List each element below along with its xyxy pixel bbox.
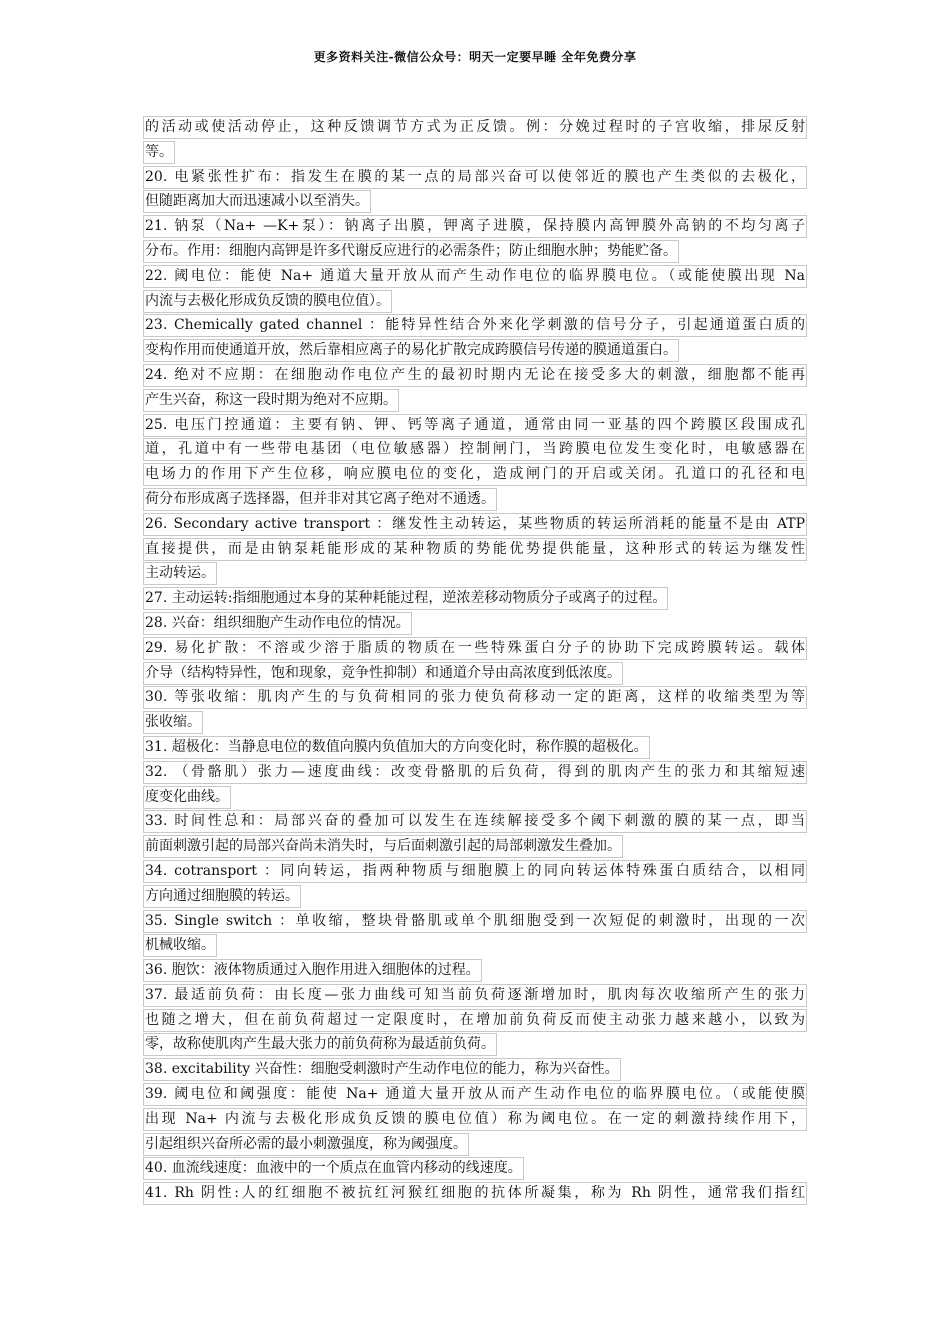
text-line — [143, 1083, 807, 1108]
text-line — [143, 860, 807, 885]
text-line-content: 41. Rh 阴性:人的红细胞不被抗红河猴红细胞的抗体所凝集，称为 Rh 阴性，通常我们指红 — [143, 1182, 807, 1205]
text-line — [143, 389, 807, 414]
text-line — [143, 438, 807, 463]
text-line — [143, 1009, 807, 1034]
text-line — [143, 265, 807, 290]
text-line — [143, 1108, 807, 1133]
text-line — [143, 662, 807, 687]
text-line-content: 道，孔道中有一些带电基团（电位敏感器）控制闸门，当跨膜电位发生变化时，电敏感器在 — [143, 438, 807, 461]
text-line — [143, 116, 807, 141]
text-line-content: 机械收缩。 — [143, 934, 217, 957]
text-line — [143, 463, 807, 488]
text-line — [143, 290, 807, 315]
text-line — [143, 786, 807, 811]
text-line-content: 变构作用而使通道开放，然后靠相应离子的易化扩散完成跨膜信号传递的膜通道蛋白。 — [143, 339, 679, 362]
text-line-content: 27. 主动运转:指细胞通过本身的某种耗能过程，逆浓差移动物质分子或离子的过程。 — [143, 587, 668, 610]
text-line-content: 引起组织兴奋所必需的最小刺激强度，称为阈强度。 — [143, 1133, 469, 1156]
text-line — [143, 1058, 807, 1083]
text-line — [143, 488, 807, 513]
text-line — [143, 959, 807, 984]
text-line — [143, 538, 807, 563]
text-line — [143, 166, 807, 191]
text-line — [143, 364, 807, 389]
text-line — [143, 513, 807, 538]
text-line-content: 32. （骨骼肌）张力—速度曲线：改变骨骼肌的后负荷，得到的肌肉产生的张力和其缩短速 — [143, 761, 807, 784]
text-line-content: 23. Chemically gated channel ：能特异性结合外来化学刺激的信号分子，引起通道蛋白质的 — [143, 314, 807, 337]
text-line — [143, 1133, 807, 1158]
text-line-content: 38. excitability 兴奋性：细胞受刺激时产生动作电位的能力，称为兴奋性。 — [143, 1058, 621, 1081]
text-line-content: 也随之增大，但在前负荷超过一定限度时，在增加前负荷反而使主动张力越来越小，以致为 — [143, 1009, 807, 1032]
text-line — [143, 910, 807, 935]
text-line-content: 方向通过细胞膜的转运。 — [143, 885, 301, 908]
text-line — [143, 240, 807, 265]
text-line — [143, 1157, 807, 1182]
text-line — [143, 141, 807, 166]
text-line-content: 张收缩。 — [143, 711, 203, 734]
text-line — [143, 562, 807, 587]
document-body — [143, 116, 807, 1207]
text-line-content: 等。 — [143, 141, 175, 164]
text-line — [143, 587, 807, 612]
text-line — [143, 736, 807, 761]
text-line-content: 直接提供，而是由钠泵耗能形成的某种物质的势能优势提供能量，这种形式的转运为继发性 — [143, 538, 807, 561]
text-line-content: 21. 钠泵（Na+ —K+泵）：钠离子出膜，钾离子进膜，保持膜内高钾膜外高钠的不均匀离子 — [143, 215, 807, 238]
text-line-content: 34. cotransport ：同向转运，指两种物质与细胞膜上的同向转运体特殊蛋白质结合，以相同 — [143, 860, 807, 883]
text-line-content: 荷分布形成离子选择器，但并非对其它离子绝对不通透。 — [143, 488, 497, 511]
text-line-content: 但随距离加大而迅速减小以至消失。 — [143, 190, 371, 213]
text-line-content: 主动转运。 — [143, 562, 217, 585]
text-line — [143, 835, 807, 860]
text-line — [143, 984, 807, 1009]
text-line — [143, 314, 807, 339]
text-line-content: 28. 兴奋：组织细胞产生动作电位的情况。 — [143, 612, 412, 635]
text-line — [143, 637, 807, 662]
text-line-content: 33. 时间性总和：局部兴奋的叠加可以发生在连续解接受多个阈下刺激的膜的某一点，即当 — [143, 810, 807, 833]
page-header: 更多资料关注-微信公众号：明天一定要早睡 全年免费分享 — [313, 50, 637, 64]
text-line — [143, 934, 807, 959]
text-line-content: 29. 易化扩散：不溶或少溶于脂质的物质在一些特殊蛋白分子的协助下完成跨膜转运。载体 — [143, 637, 807, 660]
text-line — [143, 885, 807, 910]
text-line — [143, 339, 807, 364]
text-line — [143, 761, 807, 786]
text-line-content: 25. 电压门控通道：主要有钠、钾、钙等离子通道，通常由同一亚基的四个跨膜区段围成孔 — [143, 414, 807, 437]
text-line — [143, 414, 807, 439]
text-line-content: 零，故称使肌肉产生最大张力的前负荷称为最适前负荷。 — [143, 1033, 497, 1056]
text-line-content: 的活动或使活动停止，这种反馈调节方式为正反馈。例：分娩过程时的子宫收缩，排尿反射 — [143, 116, 807, 139]
text-line-content: 电场力的作用下产生位移，响应膜电位的变化，造成闸门的开启或关闭。孔道口的孔径和电 — [143, 463, 807, 486]
text-line-content: 40. 血流线速度：血液中的一个质点在血管内移动的线速度。 — [143, 1157, 524, 1180]
text-line-content: 30. 等张收缩：肌肉产生的与负荷相同的张力使负荷移动一定的距离，这样的收缩类型为等 — [143, 686, 807, 709]
text-line-content: 分布。作用：细胞内高钾是许多代谢反应进行的必需条件；防止细胞水肿；势能贮备。 — [143, 240, 679, 263]
text-line — [143, 612, 807, 637]
text-line-content: 37. 最适前负荷：由长度—张力曲线可知当前负荷逐渐增加时，肌肉每次收缩所产生的张力 — [143, 984, 807, 1007]
text-line — [143, 1182, 807, 1207]
text-line-content: 26. Secondary active transport ：继发性主动转运，某些物质的转运所消耗的能量不是由 ATP — [143, 513, 807, 536]
text-line — [143, 810, 807, 835]
text-line-content: 产生兴奋，称这一段时期为绝对不应期。 — [143, 389, 399, 412]
text-line-content: 前面刺激引起的局部兴奋尚未消失时，与后面刺激引起的局部刺激发生叠加。 — [143, 835, 623, 858]
text-line-content: 介导（结构特异性，饱和现象，竞争性抑制）和通道介导由高浓度到低浓度。 — [143, 662, 623, 685]
text-line — [143, 215, 807, 240]
text-line-content: 内流与去极化形成负反馈的膜电位值）。 — [143, 290, 392, 313]
text-line-content: 出现 Na+ 内流与去极化形成负反馈的膜电位值）称为阈电位。在一定的刺激持续作用下， — [143, 1108, 807, 1131]
text-line-content: 35. Single switch ：单收缩，整块骨骼肌或单个肌细胞受到一次短促的刺激时，出现的一次 — [143, 910, 807, 933]
text-line-content: 22. 阈电位：能使 Na+ 通道大量开放从而产生动作电位的临界膜电位。（或能使膜出现 Na — [143, 265, 807, 288]
text-line-content: 度变化曲线。 — [143, 786, 231, 809]
text-line — [143, 1033, 807, 1058]
text-line — [143, 190, 807, 215]
text-line-content: 20. 电紧张性扩布：指发生在膜的某一点的局部兴奋可以使邻近的膜也产生类似的去极化， — [143, 166, 807, 189]
text-line-content: 39. 阈电位和阈强度：能使 Na+ 通道大量开放从而产生动作电位的临界膜电位。（或能使膜 — [143, 1083, 807, 1106]
text-line-content: 36. 胞饮：液体物质通过入胞作用进入细胞体的过程。 — [143, 959, 482, 982]
text-line-content: 31. 超极化：当静息电位的数值向膜内负值加大的方向变化时，称作膜的超极化。 — [143, 736, 650, 759]
text-line — [143, 711, 807, 736]
text-line-content: 24. 绝对不应期：在细胞动作电位产生的最初时期内无论在接受多大的刺激，细胞都不能再 — [143, 364, 807, 387]
text-line — [143, 686, 807, 711]
